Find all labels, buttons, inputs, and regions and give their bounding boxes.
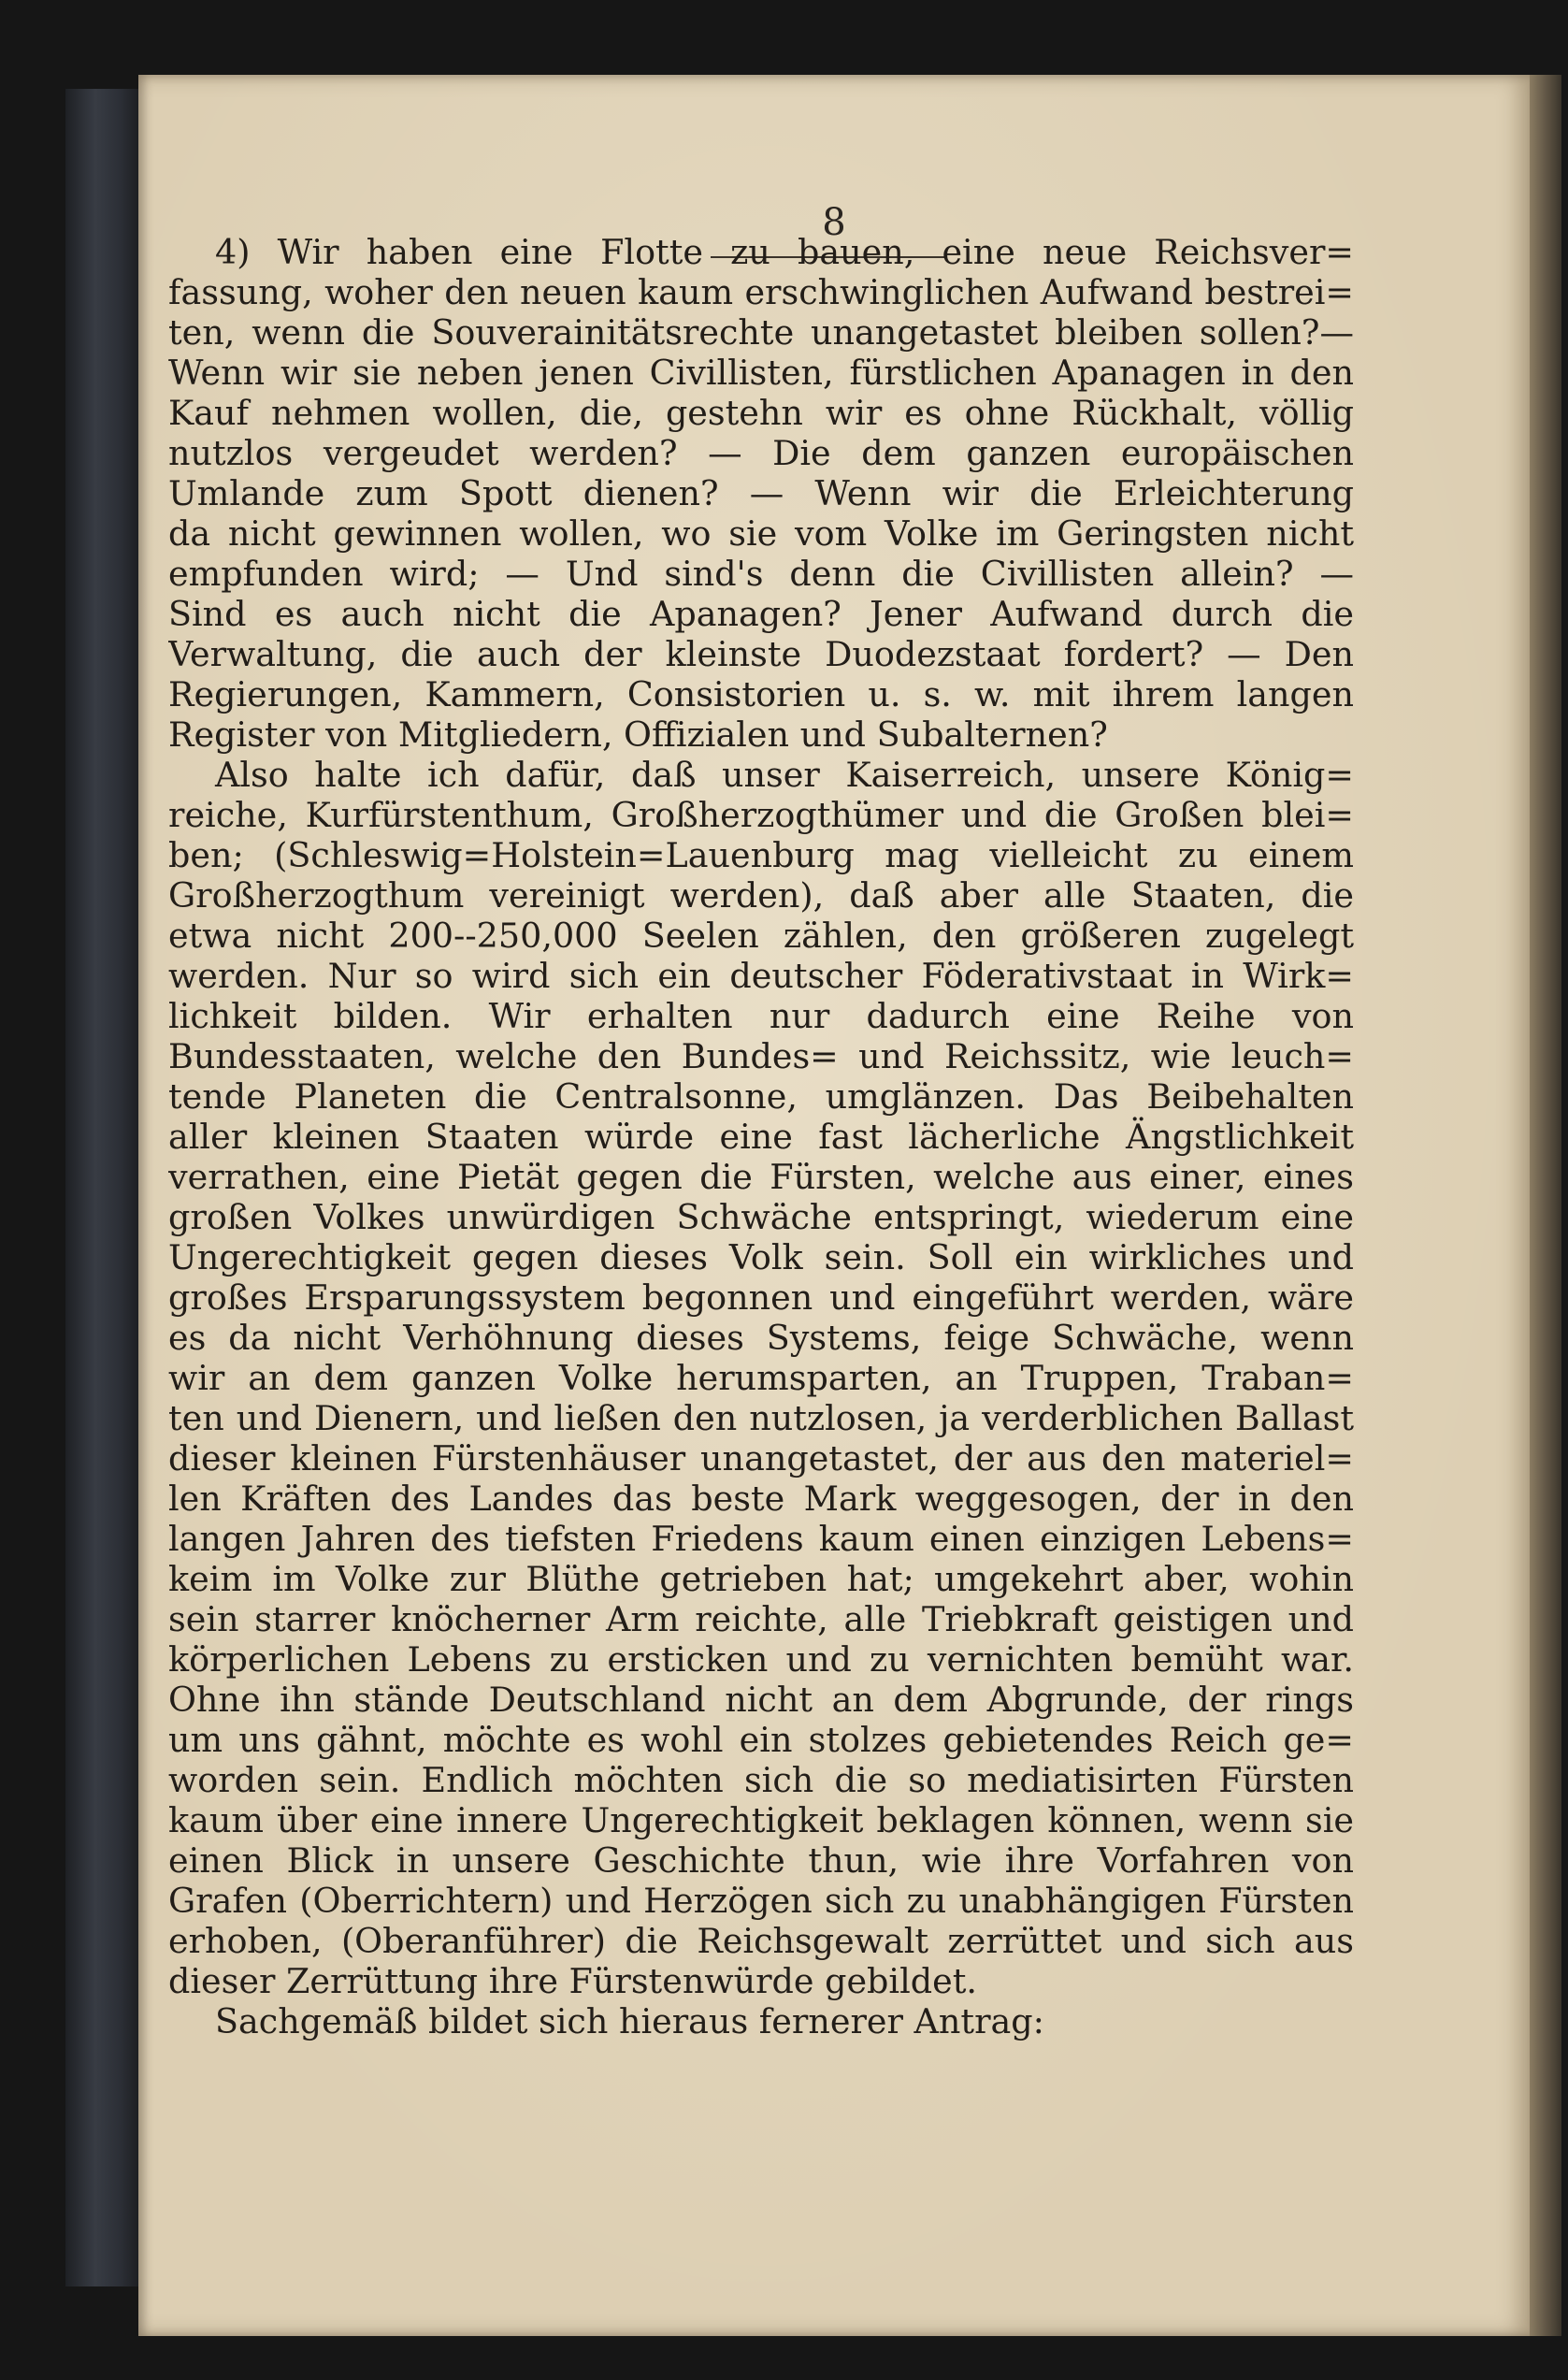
- text-line: 4) Wir haben eine Flotte zu bauen, eine neue Reichsver=: [215, 232, 1354, 272]
- text-line: großen Volkes unwürdigen Schwäche entspringt, wiederum eine: [168, 1197, 1354, 1237]
- text-line: wir an dem ganzen Volke herumsparten, an Truppen, Traban=: [168, 1358, 1354, 1398]
- text-line: ten und Dienern, und ließen den nutzlosen, ja verderblichen Ballast: [168, 1398, 1354, 1438]
- text-line: Regierungen, Kammern, Consistorien u. s. w. mit ihrem langen: [168, 674, 1354, 714]
- text-line: großes Ersparungssystem begonnen und eingeführt werden, wäre: [168, 1277, 1354, 1318]
- body-text: [168, 232, 1354, 2041]
- text-line: Also halte ich dafür, daß unser Kaiserreich, unsere König=: [215, 755, 1354, 795]
- text-line: erhoben, (Oberanführer) die Reichsgewalt zerrüttet und sich aus: [168, 1921, 1354, 1961]
- text-line: Sachgemäß bildet sich hieraus fernerer Antrag:: [215, 2001, 1044, 2041]
- text-line: verrathen, eine Pietät gegen die Fürsten, welche aus einer, eines: [168, 1157, 1354, 1197]
- page-edge-shadow: [1530, 75, 1561, 2336]
- text-line: sein starrer knöcherner Arm reichte, alle Triebkraft geistigen und: [168, 1599, 1354, 1639]
- text-line: empfunden wird; — Und sind's denn die Civillisten allein? —: [168, 554, 1354, 594]
- text-line: Bundesstaaten, welche den Bundes= und Reichssitz, wie leuch=: [168, 1036, 1354, 1076]
- text-line: einen Blick in unsere Geschichte thun, wie ihre Vorfahren von: [168, 1840, 1354, 1881]
- text-line: werden. Nur so wird sich ein deutscher Föderativstaat in Wirk=: [168, 956, 1354, 996]
- text-line: reiche, Kurfürstenthum, Großherzogthümer und die Großen blei=: [168, 795, 1354, 835]
- text-line: dieser Zerrüttung ihre Fürstenwürde gebildet.: [168, 1961, 978, 2001]
- text-line: da nicht gewinnen wollen, wo sie vom Volke im Geringsten nicht: [168, 513, 1354, 554]
- page-number: 8: [822, 201, 846, 244]
- text-line: lichkeit bilden. Wir erhalten nur dadurch eine Reihe von: [168, 996, 1354, 1036]
- text-line: ben; (Schleswig=Holstein=Lauenburg mag vielleicht zu einem: [168, 835, 1354, 875]
- text-line: Wenn wir sie neben jenen Civillisten, fürstlichen Apanagen in den: [168, 353, 1354, 393]
- text-line: nutzlos vergeudet werden? — Die dem ganzen europäischen: [168, 433, 1354, 473]
- text-line: tende Planeten die Centralsonne, umglänzen. Das Beibehalten: [168, 1076, 1354, 1117]
- text-line: Verwaltung, die auch der kleinste Duodezstaat fordert? — Den: [168, 634, 1354, 674]
- text-line: aller kleinen Staaten würde eine fast lächerliche Ängstlichkeit: [168, 1117, 1354, 1157]
- text-line: körperlichen Lebens zu ersticken und zu vernichten bemüht war.: [168, 1639, 1354, 1680]
- text-line: Grafen (Oberrichtern) und Herzögen sich zu unabhängigen Fürsten: [168, 1881, 1354, 1921]
- text-line: Sind es auch nicht die Apanagen? Jener Aufwand durch die: [168, 594, 1354, 634]
- text-line: keim im Volke zur Blüthe getrieben hat; umgekehrt aber, wohin: [168, 1559, 1354, 1599]
- text-line: Großherzogthum vereinigt werden), daß aber alle Staaten, die: [168, 875, 1354, 916]
- text-line: Ungerechtigkeit gegen dieses Volk sein. Soll ein wirkliches und: [168, 1237, 1354, 1277]
- text-line: fassung, woher den neuen kaum erschwinglichen Aufwand bestrei=: [168, 272, 1354, 312]
- text-line: worden sein. Endlich möchten sich die so mediatisirten Fürsten: [168, 1760, 1354, 1800]
- text-line: Umlande zum Spott dienen? — Wenn wir die Erleichterung: [168, 473, 1354, 513]
- text-line: ten, wenn die Souverainitätsrechte unangetastet bleiben sollen?—: [168, 312, 1354, 353]
- text-line: dieser kleinen Fürstenhäuser unangetastet, der aus den materiel=: [168, 1438, 1354, 1478]
- text-line: kaum über eine innere Ungerechtigkeit beklagen können, wenn sie: [168, 1800, 1354, 1840]
- text-line: um uns gähnt, möchte es wohl ein stolzes gebietendes Reich ge=: [168, 1720, 1354, 1760]
- text-line: Ohne ihn stände Deutschland nicht an dem Abgrunde, der rings: [168, 1680, 1354, 1720]
- text-line: es da nicht Verhöhnung dieses Systems, feige Schwäche, wenn: [168, 1318, 1354, 1358]
- book-binding: [65, 89, 140, 2286]
- text-line: Kauf nehmen wollen, die, gestehn wir es ohne Rückhalt, völlig: [168, 393, 1354, 433]
- text-line: len Kräften des Landes das beste Mark weggesogen, der in den: [168, 1478, 1354, 1519]
- text-line: langen Jahren des tiefsten Friedens kaum einen einzigen Lebens=: [168, 1519, 1354, 1559]
- text-line: Register von Mitgliedern, Offizialen und Subalternen?: [168, 714, 1108, 755]
- text-line: etwa nicht 200--250,000 Seelen zählen, den größeren zugelegt: [168, 916, 1354, 956]
